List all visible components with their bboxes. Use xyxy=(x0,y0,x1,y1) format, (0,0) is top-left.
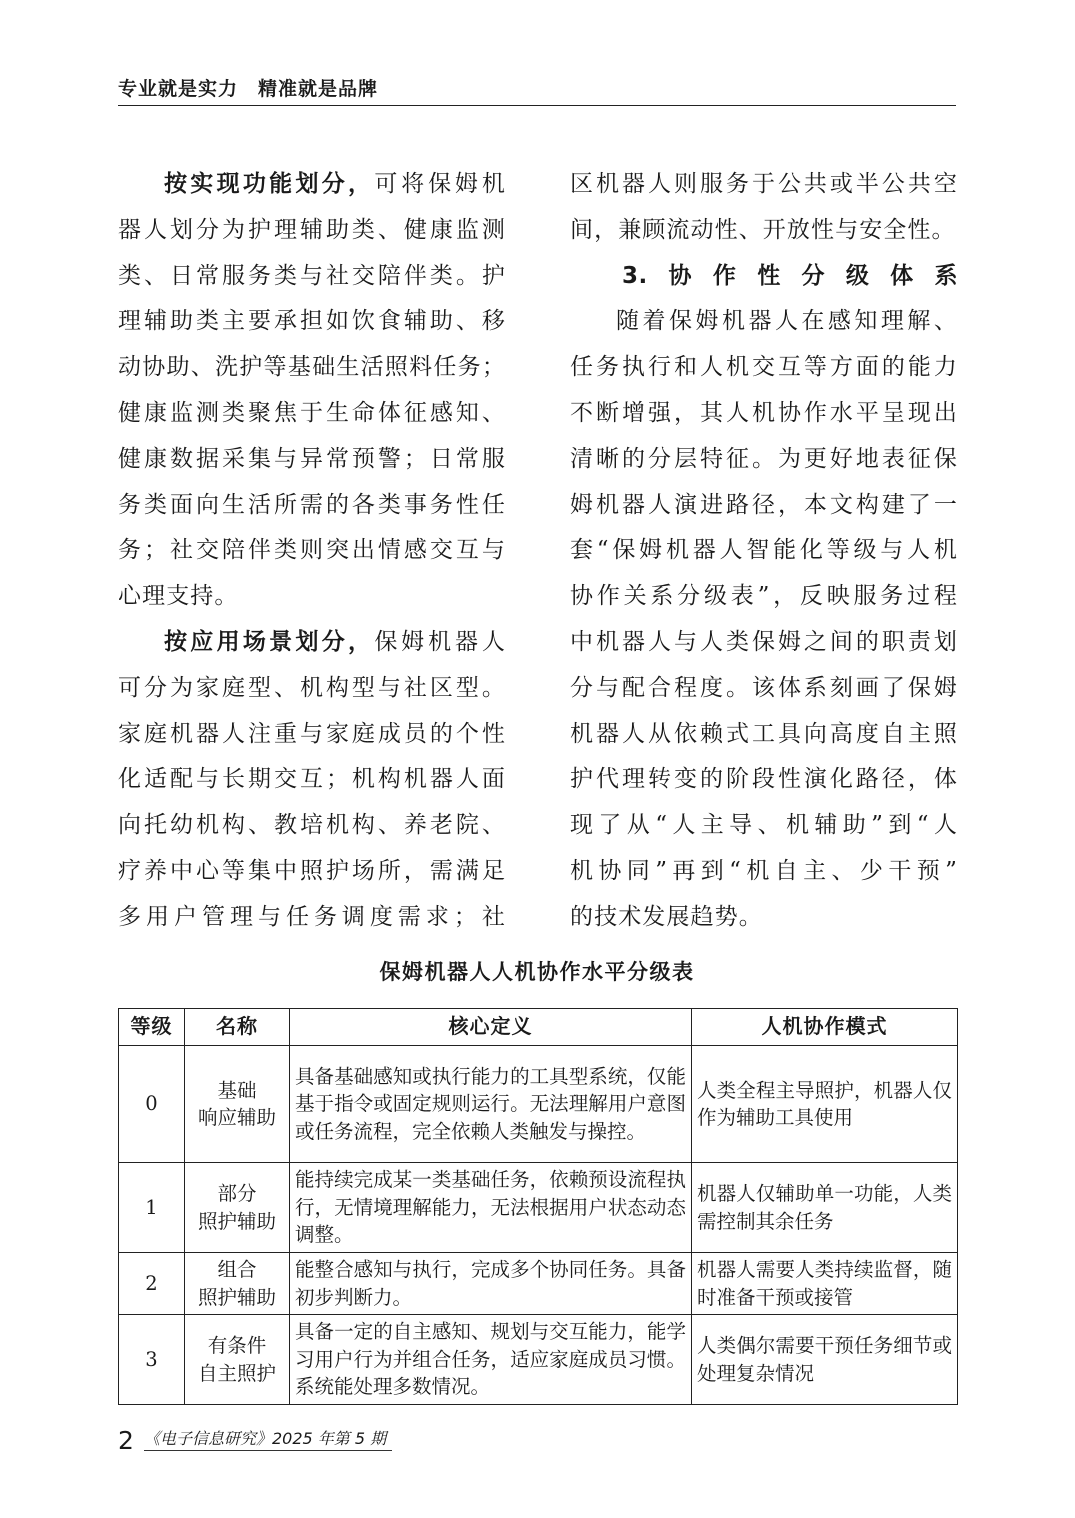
text-line: 清晰的分层特征。为更好地表征保 xyxy=(570,445,958,472)
text-line: 随着保姆机器人在感知理解、 xyxy=(616,308,958,335)
text-line: 机协同”再到“机自主、少干预” xyxy=(570,857,958,884)
cell-name: 部分 照护辅助 xyxy=(185,1163,290,1253)
page-number: 2 xyxy=(118,1426,134,1455)
table-header-row xyxy=(119,1009,958,1046)
text-line: 健康监测类聚焦于生命体征感知、 xyxy=(118,399,506,426)
paragraph-text: 可将保姆机 xyxy=(374,171,507,197)
cell-level: 2 xyxy=(119,1253,185,1315)
text-line: 类、日常服务类与社交陪伴类。护 xyxy=(118,262,506,289)
text-line: 姆机器人演进路径，本文构建了一 xyxy=(570,491,958,518)
cell-definition: 具备基础感知或执行能力的工具型系统，仅能基于指令或固定规则运行。无法理解用户意图或任务流程，完全依赖人类触发与操控。 xyxy=(290,1046,692,1163)
text-line: 疗养中心等集中照护场所，需满足 xyxy=(118,857,506,884)
text-line: 协作关系分级表”，反映服务过程 xyxy=(570,583,958,610)
text-line: 家庭机器人注重与家庭成员的个性 xyxy=(118,720,506,747)
text-line: 护代理转变的阶段性演化路径，体 xyxy=(570,766,958,793)
cell-mode: 人类偶尔需要干预任务细节或处理复杂情况 xyxy=(692,1315,958,1405)
text-line: 化适配与长期交互；机构机器人面 xyxy=(118,766,506,793)
col-header-level: 等级 xyxy=(119,1009,185,1046)
text-line: 现了从“人主导、机辅助”到“人 xyxy=(570,812,958,839)
text-line: 理辅助类主要承担如饮食辅助、移 xyxy=(118,308,506,335)
header-slogan-1: 专业就是实力 xyxy=(118,78,239,100)
text-line: 分与配合程度。该体系刻画了保姆 xyxy=(570,674,958,701)
cell-definition: 能持续完成某一类基础任务，依赖预设流程执行，无情境理解能力，无法根据用户状态动态调整。 xyxy=(290,1163,692,1253)
text-line: 区机器人则服务于公共或半公共空 xyxy=(570,171,958,197)
table-title: 保姆机器人人机协作水平分级表 xyxy=(379,960,695,984)
text-line: 可分为家庭型、机构型与社区型。 xyxy=(118,674,506,701)
cell-mode: 机器人仅辅助单一功能，人类需控制其余任务 xyxy=(692,1163,958,1253)
cell-mode: 机器人需要人类持续监督，随时准备干预或接管 xyxy=(692,1253,958,1315)
text-line: 间，兼顾流动性、开放性与安全性。 xyxy=(570,216,956,243)
paragraph-scene-first-line xyxy=(118,620,506,666)
text-line: 的技术发展趋势。 xyxy=(570,903,763,930)
text-line: 动协助、洗护等基础生活照料任务； xyxy=(118,354,506,381)
grading-table xyxy=(118,1008,958,1405)
cell-name: 有条件 自主照护 xyxy=(185,1315,290,1405)
cell-definition: 具备一定的自主感知、规划与交互能力，能学习用户行为并组合任务，适应家庭成员习惯。系统能处理多数情况。 xyxy=(290,1315,692,1405)
cell-name: 组合 照护辅助 xyxy=(185,1253,290,1315)
text-line: 心理支持。 xyxy=(118,583,239,610)
left-column xyxy=(118,162,506,941)
journal-source: 《电子信息研究》2025 年第 5 期 xyxy=(144,1428,392,1451)
table-row xyxy=(119,1046,958,1163)
text-line: 套“保姆机器人智能化等级与人机 xyxy=(570,537,958,564)
running-header xyxy=(118,76,956,106)
header-slogan-2: 精准就是品牌 xyxy=(258,78,379,100)
table-row xyxy=(119,1163,958,1253)
text-line: 中机器人与人类保姆之间的职责划 xyxy=(570,628,958,655)
table-row xyxy=(119,1315,958,1405)
paragraph-lead-scene: 按应用场景划分， xyxy=(164,628,375,655)
table-row xyxy=(119,1253,958,1315)
text-line: 向托幼机构、教培机构、养老院、 xyxy=(118,812,506,839)
col-header-name: 名称 xyxy=(185,1009,290,1046)
text-line: 任务执行和人机交互等方面的能力 xyxy=(570,354,958,381)
text-line: 多用户管理与任务调度需求；社 xyxy=(118,903,506,930)
text-line: 不断增强，其人机协作水平呈现出 xyxy=(570,399,958,426)
paragraph-lead-function: 按实现功能划分， xyxy=(164,171,375,197)
cell-mode: 人类全程主导照护，机器人仅作为辅助工具使用 xyxy=(692,1046,958,1163)
page-footer xyxy=(118,1426,398,1454)
col-header-mode: 人机协作模式 xyxy=(692,1009,958,1046)
cell-level: 3 xyxy=(119,1315,185,1405)
cell-level: 0 xyxy=(119,1046,185,1163)
text-line: 务；社交陪伴类则突出情感交互与 xyxy=(118,537,506,564)
section-heading: 3.协作性分级体系 xyxy=(622,262,958,289)
text-line: 务类面向生活所需的各类事务性任 xyxy=(118,491,506,518)
right-column xyxy=(570,162,958,941)
cell-level: 1 xyxy=(119,1163,185,1253)
cell-definition: 能整合感知与执行，完成多个协同任务。具备初步判断力。 xyxy=(290,1253,692,1315)
paragraph-text: 保姆机器人 xyxy=(374,628,507,655)
col-header-definition: 核心定义 xyxy=(290,1009,692,1046)
text-line: 健康数据采集与异常预警；日常服 xyxy=(118,445,506,472)
text-line: 机器人从依赖式工具向高度自主照 xyxy=(570,720,958,747)
cell-name: 基础 响应辅助 xyxy=(185,1046,290,1163)
text-line: 器人划分为护理辅助类、健康监测 xyxy=(118,216,506,243)
paragraph-function-first-line xyxy=(118,162,506,208)
